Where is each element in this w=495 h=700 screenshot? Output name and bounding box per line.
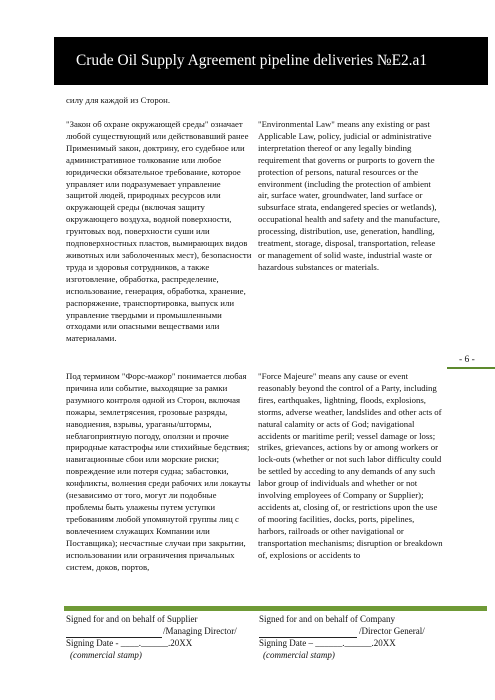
supplier-commercial-stamp: (commercial stamp)	[70, 650, 142, 660]
document-title: Crude Oil Supply Agreement pipeline deliveries №E2.a1	[76, 52, 428, 69]
supplier-title: /Managing Director/	[163, 626, 237, 636]
supplier-signing-date: Signing Date - ____.______.20XX	[66, 638, 193, 648]
company-commercial-stamp: (commercial stamp)	[263, 650, 335, 660]
en-environmental-law-paragraph: "Environmental Law" means any existing or past Applicable Law, policy, judicial or administrative interpretation thereof or any legally binding requirement that governs or purports to govern the protection of persons, natural resources or the environment (including the protection of ambient air, surface water, groundwater, land surface or subsurface strata, endangered species or wetlands), occupational health and safety and the manufacture, processing, distribution, use, generation, handling, treatment, storage, disposal, transportation, release or management of solid waste, industrial waste or hazardous substances or materials.	[258, 119, 440, 272]
supplier-signature-label: Signed for and on behalf of Supplier	[66, 614, 198, 624]
ru-environmental-law-paragraph: "Закон об охране окружающей среды" означает любой существующий или действовавший ранее Применимый закон, доктрину, его судебное или административное толкование или любое юридически обязательное требование, которое управляет или подразумевает управление защитой людей, природных ресурсов или окружающей среды (включая защиту окружающего воздуха, водной поверхности, грунтовых вод, поверхности суши или подповерхностных пластов, вымирающих видов животных или заболоченных мест), безопасности труда и здоровья сотрудников, а также изготовление, обработка, распределение, использование, генерация, обработка, хранение, распоряжение, транспортировка, выпуск или управление твердыми и промышленными отходами или опасными веществами или материалами.	[66, 119, 252, 344]
document-header	[54, 37, 488, 85]
company-signature-label: Signed for and on behalf of Company	[259, 614, 395, 624]
ru-intro-text: силу для каждой из Сторон.	[66, 95, 171, 105]
page-number-rule	[447, 367, 495, 369]
company-title: /Director General/	[359, 626, 425, 636]
ru-force-majeure-paragraph: Под термином "Форс-мажор" понимается любая причина или событие, выходящие за рамки разумного контроля одной из Сторон, включая пожары, землетрясения, грозовые разряды, наводнения, взрывы, ураганы/штормы, неблагоприятную погоду, оползни и прочие природные катастрофы или стихийные бедствия; навигационные сбои или морские риски; повреждение или потеря судна; забастовки, конфликты, волнения среди рабочих или локауты (независимо от того, могут ли подобные проблемы быть улажены путем уступки требованиям любой упомянутой группы лиц с вовлечением служащих Компании или Поставщика); несчастные случаи при закрытии, использовании или ограничения причальных систем, доков, портов,	[66, 371, 251, 572]
en-force-majeure-paragraph: "Force Majeure" means any cause or event reasonably beyond the control of a Party, including fires, earthquakes, lightning, floods, explosions, storms, adverse weather, landslides and other acts of natural calamity or acts of God; navigational accidents or maritime peril; vessel damage or loss; strikes, grievances, actions by or among workers or lock-outs (whether or not such labor difficulty could be settled by acceding to any demands of any such labor group of individuals and whether or not involving employees of Company or Supplier); accidents at, closing of, or restrictions upon the use of mooring facilities, docks, ports, pipelines, harbors, railroads or other navigational or transportation mechanisms; disruption or breakdown of, explosions or accidents to	[258, 371, 443, 560]
page-number: - 6 -	[459, 355, 475, 365]
footer-divider	[64, 606, 487, 611]
company-signing-date: Signing Date – ______.______.20XX	[259, 638, 396, 648]
